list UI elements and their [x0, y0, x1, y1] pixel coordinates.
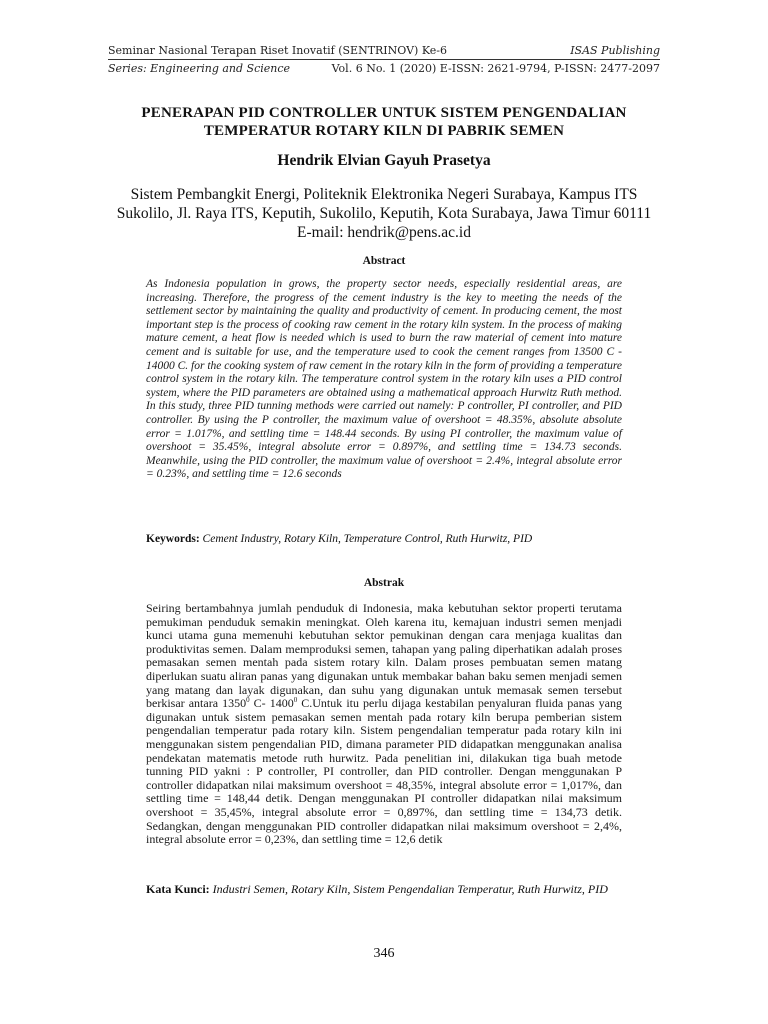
affiliation-line: Sistem Pembangkit Energi, Politeknik Elektronika Negeri Surabaya, Kampus ITS — [130, 186, 638, 203]
running-header-bottom — [108, 62, 660, 75]
abstrak-heading: Abstrak — [363, 577, 405, 589]
conference-name: Seminar Nasional Terapan Riset Inovatif (SENTRINOV) Ke-6 — [108, 44, 447, 57]
page-number: 346 — [373, 946, 395, 961]
abstract-text: As Indonesia population in grows, the property sector needs, especially residential areas, are increasing. Therefore, the progress of the cement industry is the key to meeting the needs of the settlement sector by maintaining the quality and productivity of cement. In producing cement, the most important step is the process of cooking raw cement in the rotary kiln system. In the process of making mature cement, a heat flow is needed which is used to burn the raw material of cement into mature cement and is suitable for use, and the temperature used to cook the cement ranges from 13500 C - 14000 C. for the cooking system of raw cement in the rotary kiln in the form of providing a temperature control system in the rotary kiln. The temperature control system in the rotary kiln uses a PID control system, where the PID parameters are obtained using a mathematical approach Hurwitz Ruth method. In this study, three PID tunning methods were carried out namely: P controller, PI controller, and PID controller. By using the P controller, the maximum value of overshoot = 48.35%, absolute absolute error = 1.017%, and settling time = 148.44 seconds. By using PI controller, the maximum value of overshoot = 35.45%, integral absolute error = 0.897%, and settling time = 134.73 seconds. Meanwhile, using the PID controller, the maximum value of overshoot = 2.4%, integral absolute error = 0.23%, and settling time = 12.6 seconds — [146, 278, 622, 481]
kata-kunci — [146, 882, 622, 896]
abstrak-text-part: C- 1400 — [249, 696, 294, 711]
affiliation — [100, 185, 668, 242]
title-line: TEMPERATUR ROTARY KILN DI PABRIK SEMEN — [203, 123, 565, 139]
keywords-text: Cement Industry, Rotary Kiln, Temperature Control, Ruth Hurwitz, PID — [202, 533, 533, 545]
title-line: PENERAPAN PID CONTROLLER UNTUK SISTEM PENGENDALIAN — [141, 105, 627, 121]
abstrak-text-part: Seiring bertambahnya jumlah penduduk di Indonesia, maka kebutuhan sektor properti terutama pemukiman penduduk semakin meningkat. Oleh karena itu, kemajuan industri semen menjadi kunci utama guna memenuhi kebutuhan sektor pemukinan dengan cara menjaga kualitas dan produktivitas semen. Dalam memproduksi semen, tahapan yang paling diperhatikan adalah proses pemasakan semen mentah pada sistem rotary kiln. Dalam proses pembuatan semen matang diperlukan suatu aliran panas yang digunakan untuk membakar bahan baku semen menjadi semen yang matang dan layak digunakan, dan suhu yang digunakan untuk memasak semen tersebut berkisar antara 1350 — [146, 601, 622, 711]
series-name: Series: Engineering and Science — [108, 62, 291, 75]
publisher-name: ISAS Publishing — [570, 44, 660, 57]
volume-info: Vol. 6 No. 1 (2020) E-ISSN: 2621-9794, P-ISSN: 2477-2097 — [331, 62, 660, 75]
kata-kunci-label: Kata Kunci: — [146, 882, 210, 896]
abstrak-text-part: C.Untuk itu perlu dijaga kestabilan penyaluran fluida panas yang digunakan untuk sistem pemasakan semen mentah pada rotary kiln berupa pemberian sistem pengendalian temperatur pada rotary kiln. Sistem pengendalian temperatur pada rotary kiln ini menggunakan sistem pengendalian PID, dimana parameter PID didapatkan menggunakan analisa pendekatan matematis metode ruth hurwitz. Pada penelitian ini, dilakukan tiga buah metode tunning PID yakni : P controller, PI controller, dan PID controller. Dengan menggunakan P controller didapatkan nilai maksimum overshoot = 48,35%, integral absolute error = 1,017%, dan settling time = 148,44 detik. Dengan menggunakan PI controller didapatkan nilai maksimum overshoot = 35,45%, integral absolute error = 0,897%, dan settling time = 134,73 detik. Sedangkan, dengan menggunakan PID controller didapatkan nilai maksimum overshoot = 2,4%, integral absolute error = 0,23%, dan settling time = 12,6 detik — [146, 696, 622, 847]
kata-kunci-text: Industri Semen, Rotary Kiln, Sistem Pengendalian Temperatur, Ruth Hurwitz, PID — [212, 882, 608, 896]
keywords — [146, 533, 622, 545]
abstrak-text — [146, 602, 622, 847]
keywords-label: Keywords: — [146, 533, 200, 545]
affiliation-line: Sukolilo, Jl. Raya ITS, Keputih, Sukolilo, Keputih, Kota Surabaya, Jawa Timur 60111 — [116, 205, 652, 222]
running-header-top — [108, 44, 660, 57]
degree-superscript: 0 — [293, 696, 298, 705]
header-divider — [108, 59, 660, 60]
abstract-heading: Abstract — [362, 255, 406, 267]
author-name: Hendrik Elvian Gayuh Prasetya — [277, 152, 491, 169]
degree-superscript: 0 — [246, 696, 250, 705]
email-line: E-mail: hendrik@pens.ac.id — [297, 224, 471, 241]
paper-title — [108, 104, 660, 140]
